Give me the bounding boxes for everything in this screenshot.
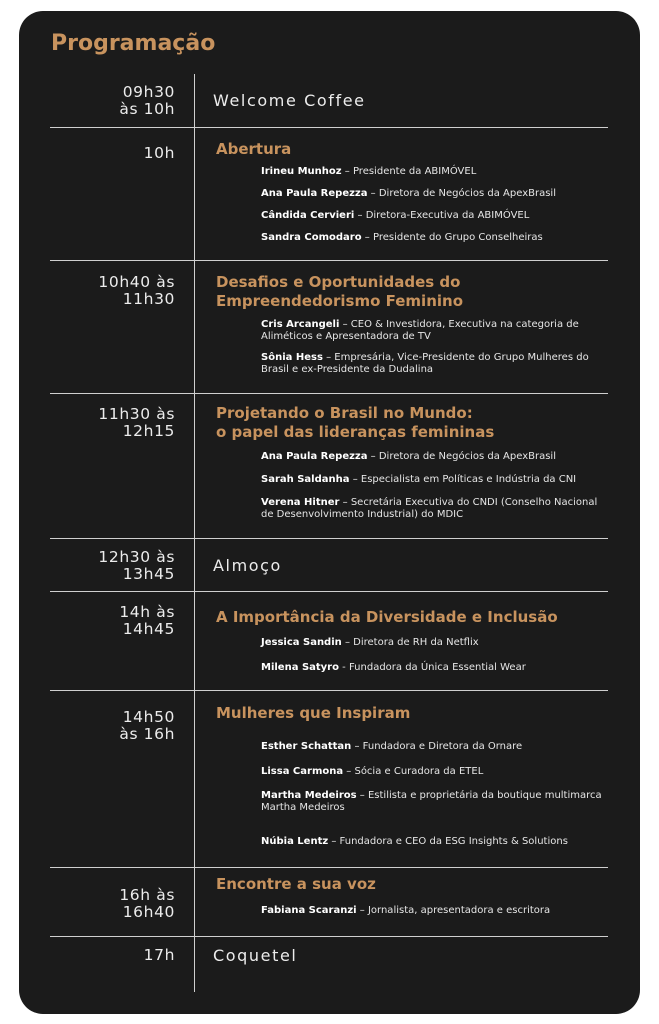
page-title: Programação <box>51 31 216 56</box>
speaker: Verena Hitner – Secretária Executiva do CNDI (Conselho Nacional de Desenvolvimento Industrial) do MDIC <box>261 497 598 520</box>
session-title: Coquetel <box>213 946 298 965</box>
speaker: Jessica Sandin – Diretora de RH da Netflix <box>261 637 479 648</box>
session-title: Welcome Coffee <box>213 91 366 110</box>
program-card <box>19 11 640 1014</box>
speaker: Sônia Hess – Empresária, Vice-Presidente do Grupo Mulheres do Brasil e ex-Presidente da Dudalina <box>261 352 589 375</box>
time-slot: 11h30 às 12h15 <box>98 405 175 440</box>
session-title: Desafios e Oportunidades do Empreendedorismo Feminino <box>216 273 464 310</box>
time-slot: 10h <box>143 144 175 162</box>
time-slot: 14h às 14h45 <box>119 603 175 638</box>
row-divider <box>50 127 608 128</box>
time-slot: 16h às 16h40 <box>119 886 175 921</box>
row-divider <box>50 867 608 868</box>
session-title: Projetando o Brasil no Mundo: o papel das lideranças femininas <box>216 404 495 441</box>
session-title: Abertura <box>216 140 292 158</box>
speaker: Ana Paula Repezza – Diretora de Negócios da ApexBrasil <box>261 188 556 199</box>
speaker: Sarah Saldanha – Especialista em Políticas e Indústria da CNI <box>261 474 577 485</box>
speaker: Martha Medeiros – Estilista e proprietária da boutique multimarca Martha Medeiros <box>261 790 602 813</box>
session-title: Mulheres que Inspiram <box>216 704 411 722</box>
vertical-divider <box>194 74 195 992</box>
speaker: Núbia Lentz – Fundadora e CEO da ESG Insights & Solutions <box>261 836 568 847</box>
time-slot: 12h30 às 13h45 <box>98 548 175 583</box>
row-divider <box>50 690 608 691</box>
time-slot: 14h50 às 16h <box>119 708 175 743</box>
session-title: A Importância da Diversidade e Inclusão <box>216 608 558 626</box>
row-divider <box>50 260 608 261</box>
speaker: Sandra Comodaro – Presidente do Grupo Conselheiras <box>261 232 543 243</box>
row-divider <box>50 538 608 539</box>
speaker: Irineu Munhoz – Presidente da ABIMÓVEL <box>261 166 477 177</box>
speaker: Cândida Cervieri – Diretora-Executiva da ABIMÓVEL <box>261 210 530 221</box>
speaker: Esther Schattan – Fundadora e Diretora da Ornare <box>261 741 523 752</box>
session-title: Encontre a sua voz <box>216 875 376 893</box>
speaker: Lissa Carmona – Sócia e Curadora da ETEL <box>261 766 484 777</box>
session-title: Almoço <box>213 556 282 575</box>
time-slot: 10h40 às 11h30 <box>98 273 175 308</box>
speaker: Ana Paula Repezza – Diretora de Negócios da ApexBrasil <box>261 451 556 462</box>
speaker: Fabiana Scaranzi – Jornalista, apresentadora e escritora <box>261 905 551 916</box>
row-divider <box>50 591 608 592</box>
speaker: Milena Satyro - Fundadora da Única Essential Wear <box>261 662 526 673</box>
time-slot: 09h30 às 10h <box>119 83 175 118</box>
time-slot: 17h <box>143 946 175 964</box>
row-divider <box>50 936 608 937</box>
speaker: Cris Arcangeli – CEO & Investidora, Executiva na categoria de Aliméticos e Apresentadora de TV <box>261 319 579 342</box>
row-divider <box>50 393 608 394</box>
